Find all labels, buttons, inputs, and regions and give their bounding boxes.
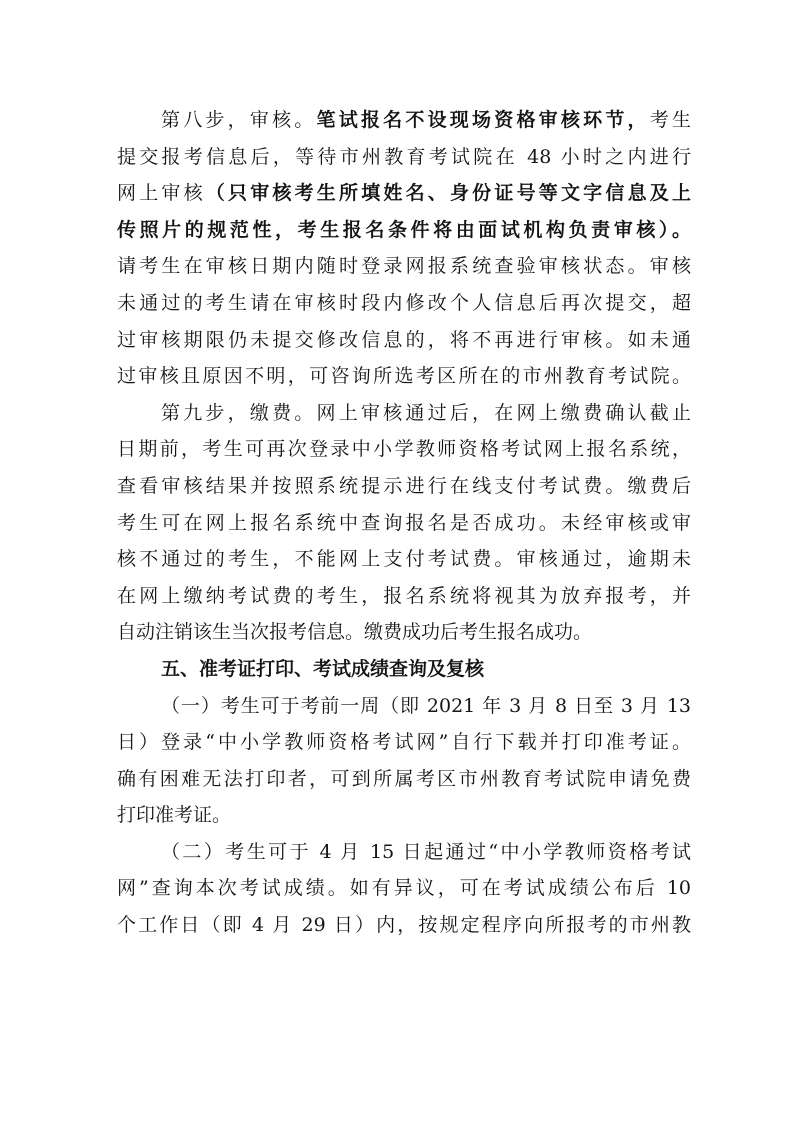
step8-line-7: 过审核期限仍未提交修改信息的，将不再进行审核。如未通	[117, 328, 691, 351]
item1-line-3: 确有困难无法打印者，可到所属考区市州教育考试院申请免费	[117, 767, 691, 790]
item2-line-1: （二）考生可于 4 月 15 日起通过“中小学教师资格考试	[161, 840, 691, 863]
step8-line-8: 过审核且原因不明，可咨询所选考区所在的市州教育考试院。	[117, 365, 691, 388]
document-body	[117, 102, 691, 944]
step9-line-7: 自动注销该生当次报考信息。缴费成功后考生报名成功。	[117, 621, 593, 644]
step8-line-6: 未通过的考生请在审核时段内修改个人信息后再次提交，超	[117, 291, 691, 314]
step8-lead: 第八步，审核。	[161, 109, 317, 131]
step8-emphasis: 笔试报名不设现场资格审核环节，	[316, 109, 650, 131]
item1-line-1: （一）考生可于考前一周（即 2021 年 3 月 8 日至 3 月 13	[161, 694, 691, 717]
step9-line-1: 第九步，缴费。网上审核通过后，在网上缴费确认截止	[161, 401, 691, 424]
step9-line-2: 日期前，考生可再次登录中小学教师资格考试网上报名系统，	[117, 438, 691, 461]
step8-line-2: 提交报考信息后，等待市州教育考试院在 48 小时之内进行	[117, 145, 691, 168]
step8-line-3-bold: （只审核考生所填姓名、身份证号等文字信息及上	[205, 182, 691, 205]
item1-line-2: 日）登录“中小学教师资格考试网”自行下载并打印准考证。	[117, 731, 691, 754]
step9-line-3: 查看审核结果并按照系统提示进行在线支付考试费。缴费后	[117, 474, 691, 497]
step8-line-3	[117, 175, 691, 212]
item2-line-3: 个工作日（即 4 月 29 日）内，按规定程序向所报考的市州教	[117, 914, 691, 937]
section-heading: 五、准考证打印、考试成绩查询及复核	[161, 657, 485, 680]
item1-line-4: 打印准考证。	[117, 804, 232, 827]
step8-line-3-lead: 网上审核	[117, 182, 206, 205]
step8-line-1	[117, 102, 691, 139]
item2-line-2: 网”查询本次考试成绩。如有异议，可在考试成绩公布后 10	[117, 877, 691, 900]
step9-line-5: 核不通过的考生，不能网上支付考试费。审核通过，逾期未	[117, 548, 691, 571]
step8-line-5: 请考生在审核日期内随时登录网报系统查验审核状态。审核	[117, 255, 691, 278]
step9-line-6: 在网上缴纳考试费的考生，报名系统将视其为放弃报考，并	[117, 584, 691, 607]
step8-tail: 考生	[649, 109, 691, 131]
step8-line-4: 传照片的规范性，考生报名条件将由面试机构负责审核）。	[117, 218, 691, 241]
step9-line-4: 考生可在网上报名系统中查询报名是否成功。未经审核或审	[117, 511, 691, 534]
